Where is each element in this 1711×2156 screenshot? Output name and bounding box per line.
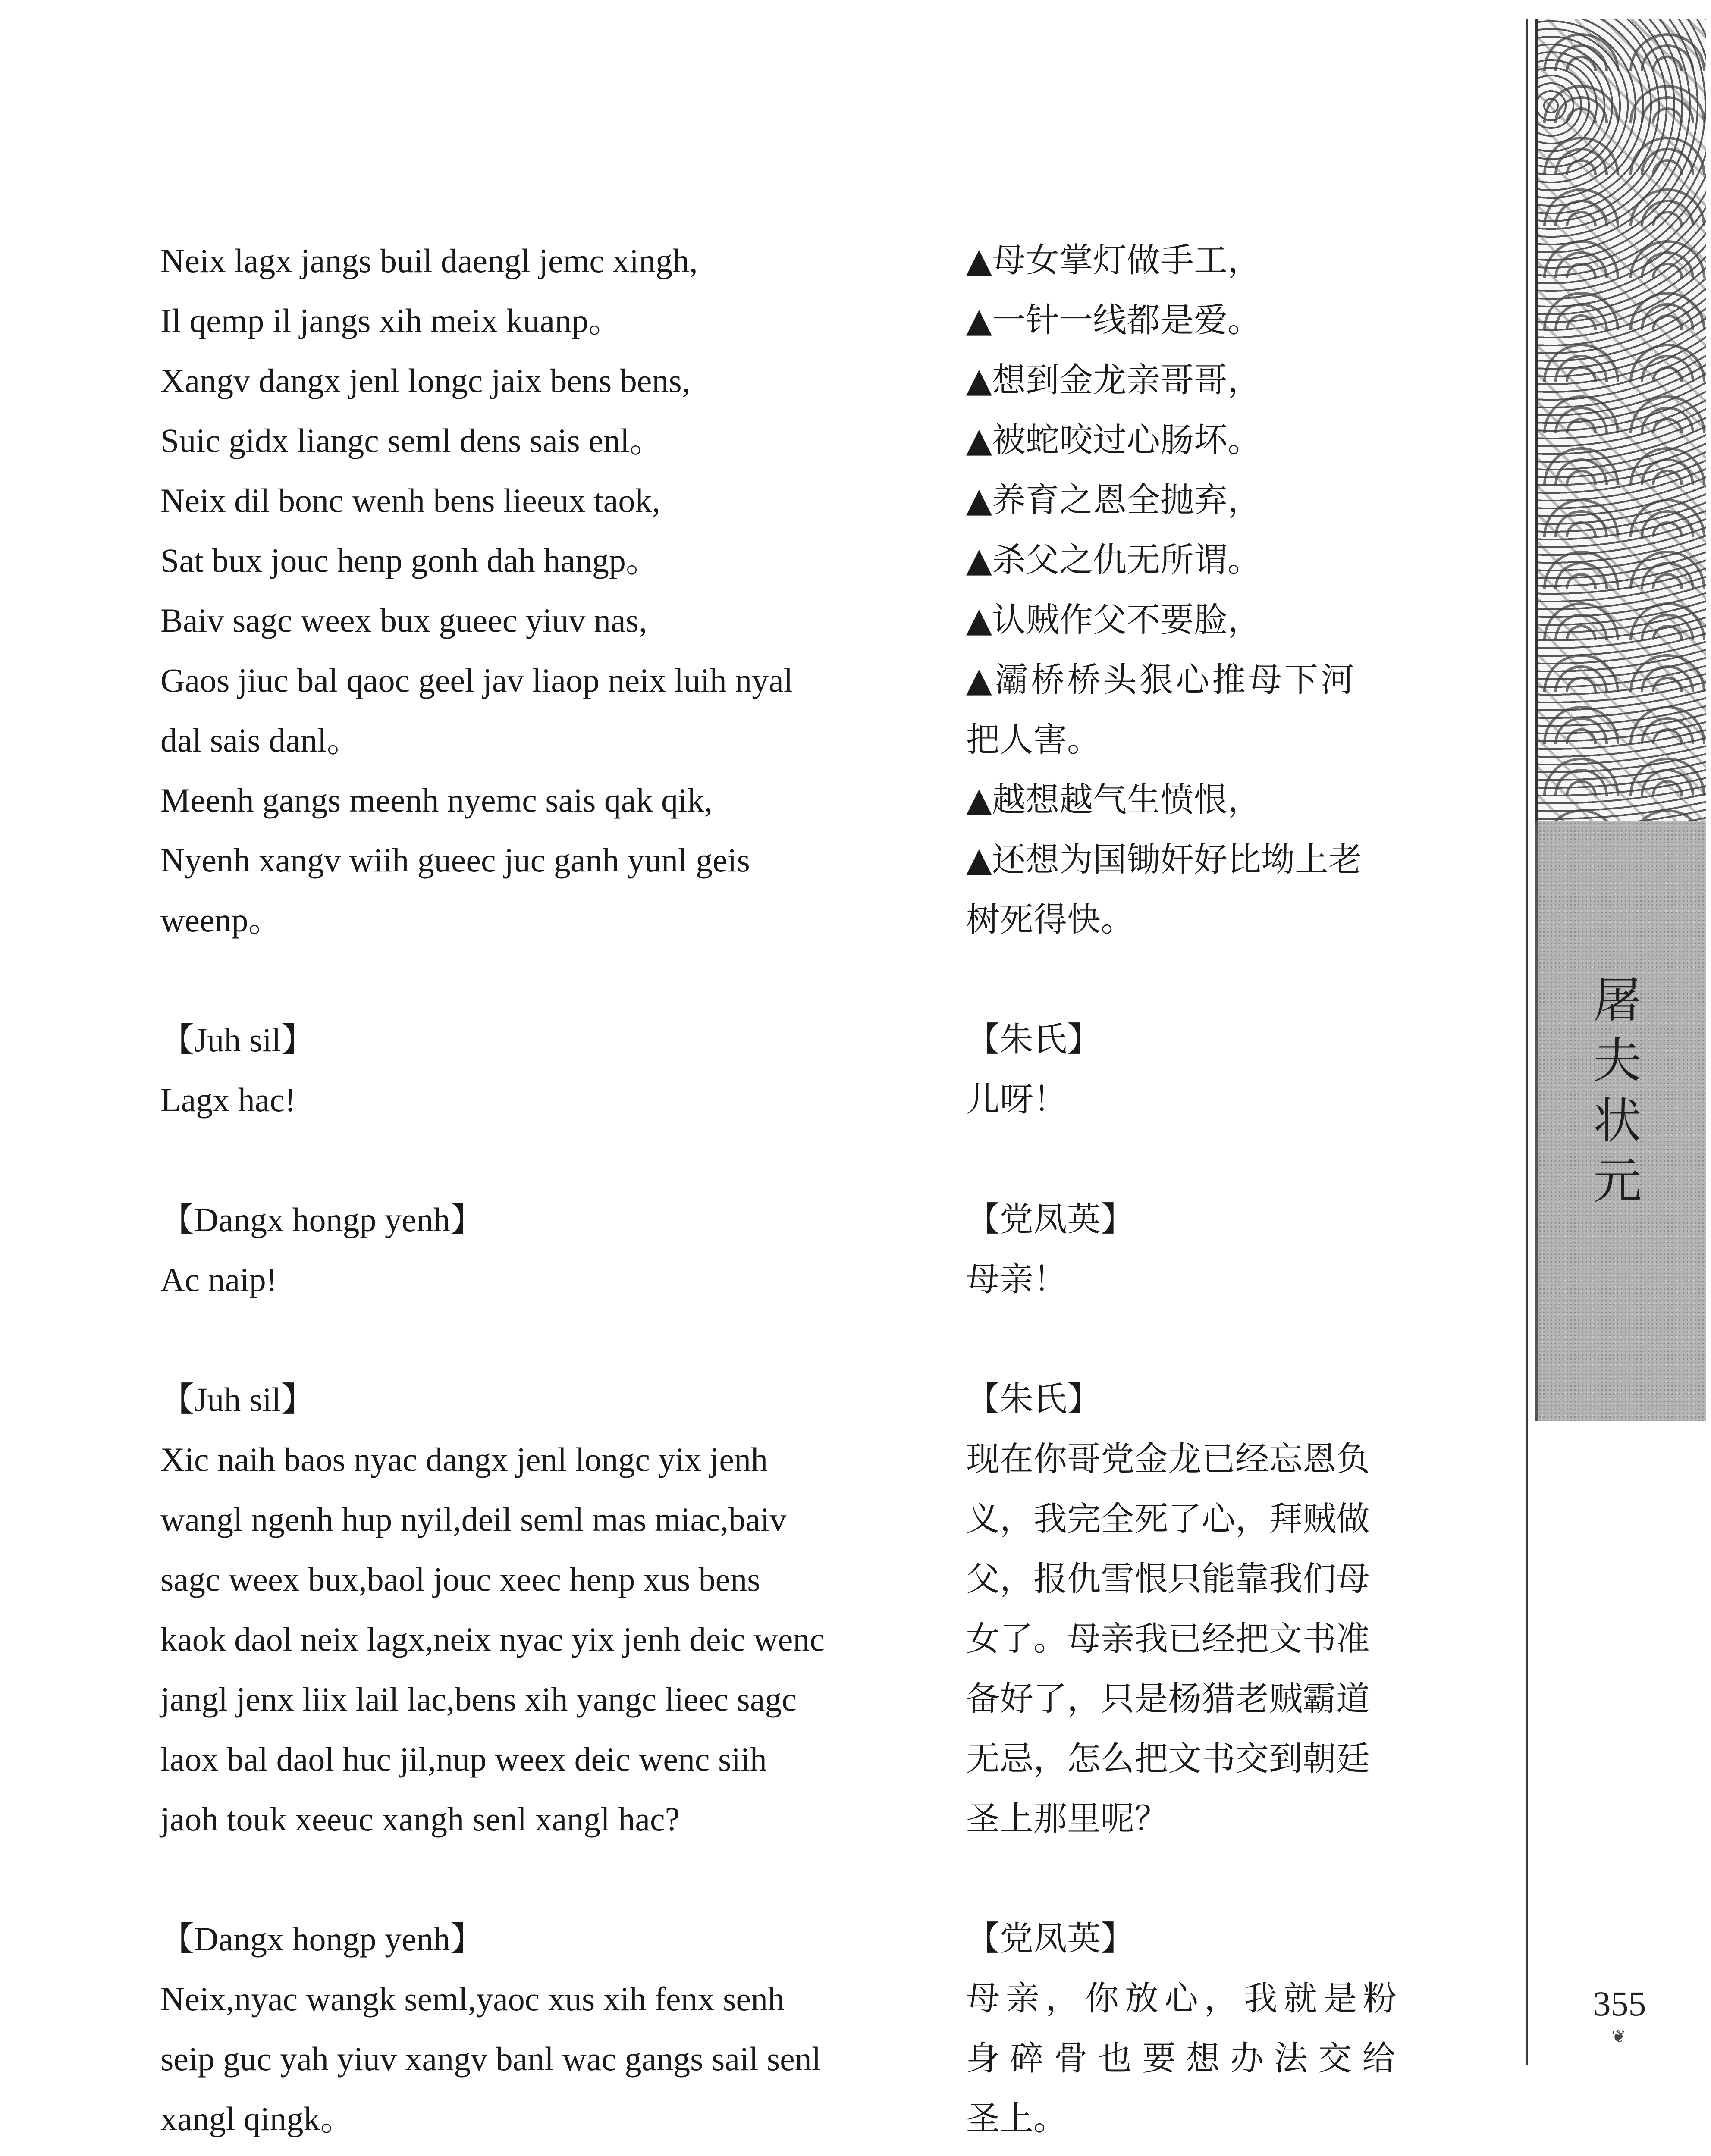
verse-line: ▲ 杀父之仇无所谓。 (966, 530, 1434, 590)
verse-line: ▲ 想到金龙亲哥哥， (966, 351, 1434, 411)
verse-line: ▲ 养育之恩全抛弃， (966, 470, 1434, 530)
dialogue-line: wangl ngenh hup nyil,deil seml mas miac,baiv (160, 1501, 787, 1538)
verse-line: weenp。 (160, 901, 282, 939)
speaker-label: 【Juh sil】 (160, 1021, 315, 1059)
verse-line: 树死得快。 (966, 900, 1135, 939)
speaker-label: 【Juh sil】 (160, 1381, 315, 1418)
chinese-dialogue-2 (966, 1190, 1434, 1310)
dong-dialogue-4 (160, 1909, 917, 2149)
chinese-dialogue-3 (966, 1369, 1434, 1849)
speaker-label: 【朱氏】 (966, 1020, 1101, 1059)
dialogue-line: 备好了，只是杨猎老贼霸道 (966, 1680, 1370, 1718)
dialogue-line: kaok daol neix lagx,neix nyac yix jenh deic wenc (160, 1620, 825, 1658)
dialogue-line: Xic naih baos nyac dangx jenl longc yix jenh (160, 1441, 768, 1478)
dialogue-line: laox bal daol huc jil,nup weex deic wenc siih (160, 1740, 767, 1778)
dialogue-line: Lagx hac! (160, 1081, 296, 1119)
verse-line: Sat bux jouc henp gonh dah hangp。 (160, 542, 659, 579)
page-edge-line (1526, 19, 1528, 2065)
dialogue-line: 母亲，你放心，我就是粉 (966, 1979, 1403, 2018)
dialogue-line: Ac naip! (160, 1261, 277, 1298)
verse-line: ▲ 被蛇咬过心肠坏。 (966, 411, 1434, 470)
verse-line: ▲ 一针一线都是爱。 (966, 291, 1434, 351)
verse-line: dal sais danl。 (160, 721, 361, 759)
chinese-dialogue-1 (966, 1010, 1434, 1130)
speaker-label: 【朱氏】 (966, 1380, 1101, 1419)
dialogue-line: 现在你哥党金龙已经忘恩负 (966, 1440, 1370, 1479)
dialogue-line: 身碎骨也要想办法交给 (966, 2039, 1406, 2078)
page-number: 355 (1593, 1984, 1646, 2023)
verse-line: ▲ 越想越气生愤恨， (966, 770, 1434, 830)
speaker-label: 【Dangx hongp yenh】 (160, 1920, 484, 1958)
verse-line: Neix lagx jangs buil daengl jemc xingh, (160, 242, 698, 279)
verse-line: Neix dil bonc wenh bens lieeux taok, (160, 482, 660, 519)
verse-line: ▲ 灞桥桥头狠心推母下河 (966, 650, 1434, 710)
title-char: 夫 (1593, 1033, 1642, 1089)
title-char: 元 (1593, 1153, 1642, 1210)
chinese-verse (966, 231, 1434, 950)
verse-line: Xangv dangx jenl longc jaix bens bens, (160, 362, 691, 399)
dialogue-line: seip guc yah yiuv xangv banl wac gangs sail senl (160, 2040, 821, 2078)
dialogue-line: 圣上。 (966, 2099, 1067, 2138)
cloud-pattern-decoration (1535, 19, 1706, 821)
dong-dialogue-3 (160, 1369, 917, 1849)
title-char: 屠 (1593, 972, 1642, 1028)
dialogue-line: 儿呀！ (966, 1080, 1067, 1119)
dialogue-line: 母亲！ (966, 1260, 1067, 1299)
dialogue-line: sagc weex bux,baol jouc xeec henp xus bens (160, 1561, 760, 1598)
dialogue-line: jaoh touk xeeuc xangh senl xangl hac? (160, 1800, 680, 1838)
verse-line: Nyenh xangv wiih gueec juc ganh yunl geis (160, 841, 750, 879)
verse-line: Meenh gangs meenh nyemc sais qak qik, (160, 781, 713, 819)
dialogue-line: 圣上那里呢？ (966, 1799, 1168, 1838)
dialogue-line: Neix,nyac wangk seml,yaoc xus xih fenx senh (160, 1980, 785, 2018)
chinese-dialogue-4 (966, 1909, 1434, 2149)
dialogue-line: 女了。母亲我已经把文书准 (966, 1620, 1370, 1658)
dialogue-line: xangl qingk。 (160, 2100, 354, 2137)
dialogue-line: 父，报仇雪恨只能靠我们母 (966, 1560, 1370, 1598)
speaker-label: 【Dangx hongp yenh】 (160, 1201, 484, 1238)
dong-verse (160, 231, 917, 950)
title-char: 状 (1593, 1093, 1642, 1149)
verse-line: Gaos jiuc bal qaoc geel jav liaop neix luih nyal (160, 661, 793, 699)
dialogue-line: 无忌，怎么把文书交到朝廷 (966, 1739, 1370, 1778)
verse-line: ▲ 母女掌灯做手工， (966, 231, 1434, 291)
dialogue-line: jangl jenx liix lail lac,bens xih yangc lieec sagc (160, 1680, 797, 1718)
verse-line: ▲ 认贼作父不要脸， (966, 590, 1434, 650)
verse-line: Suic gidx liangc seml dens sais enl。 (160, 422, 663, 459)
verse-line: 把人害。 (966, 721, 1101, 759)
page-ornament-icon: ❦ (1611, 2027, 1628, 2046)
speaker-label: 【党凤英】 (966, 1919, 1135, 1958)
verse-line: ▲ 还想为国锄奸好比坳上老 (966, 830, 1434, 890)
verse-line: Baiv sagc weex bux gueec yiuv nas, (160, 602, 647, 639)
chinese-text-column (966, 231, 1434, 2156)
book-title-vertical (1579, 970, 1656, 1212)
dialogue-line: 义，我完全死了心，拜贼做 (966, 1500, 1370, 1539)
dong-dialogue-1 (160, 1010, 917, 1130)
speaker-label: 【党凤英】 (966, 1200, 1135, 1239)
dong-text-column (160, 231, 917, 2156)
verse-line: Il qemp il jangs xih meix kuanp。 (160, 302, 622, 339)
dong-dialogue-2 (160, 1190, 917, 1310)
